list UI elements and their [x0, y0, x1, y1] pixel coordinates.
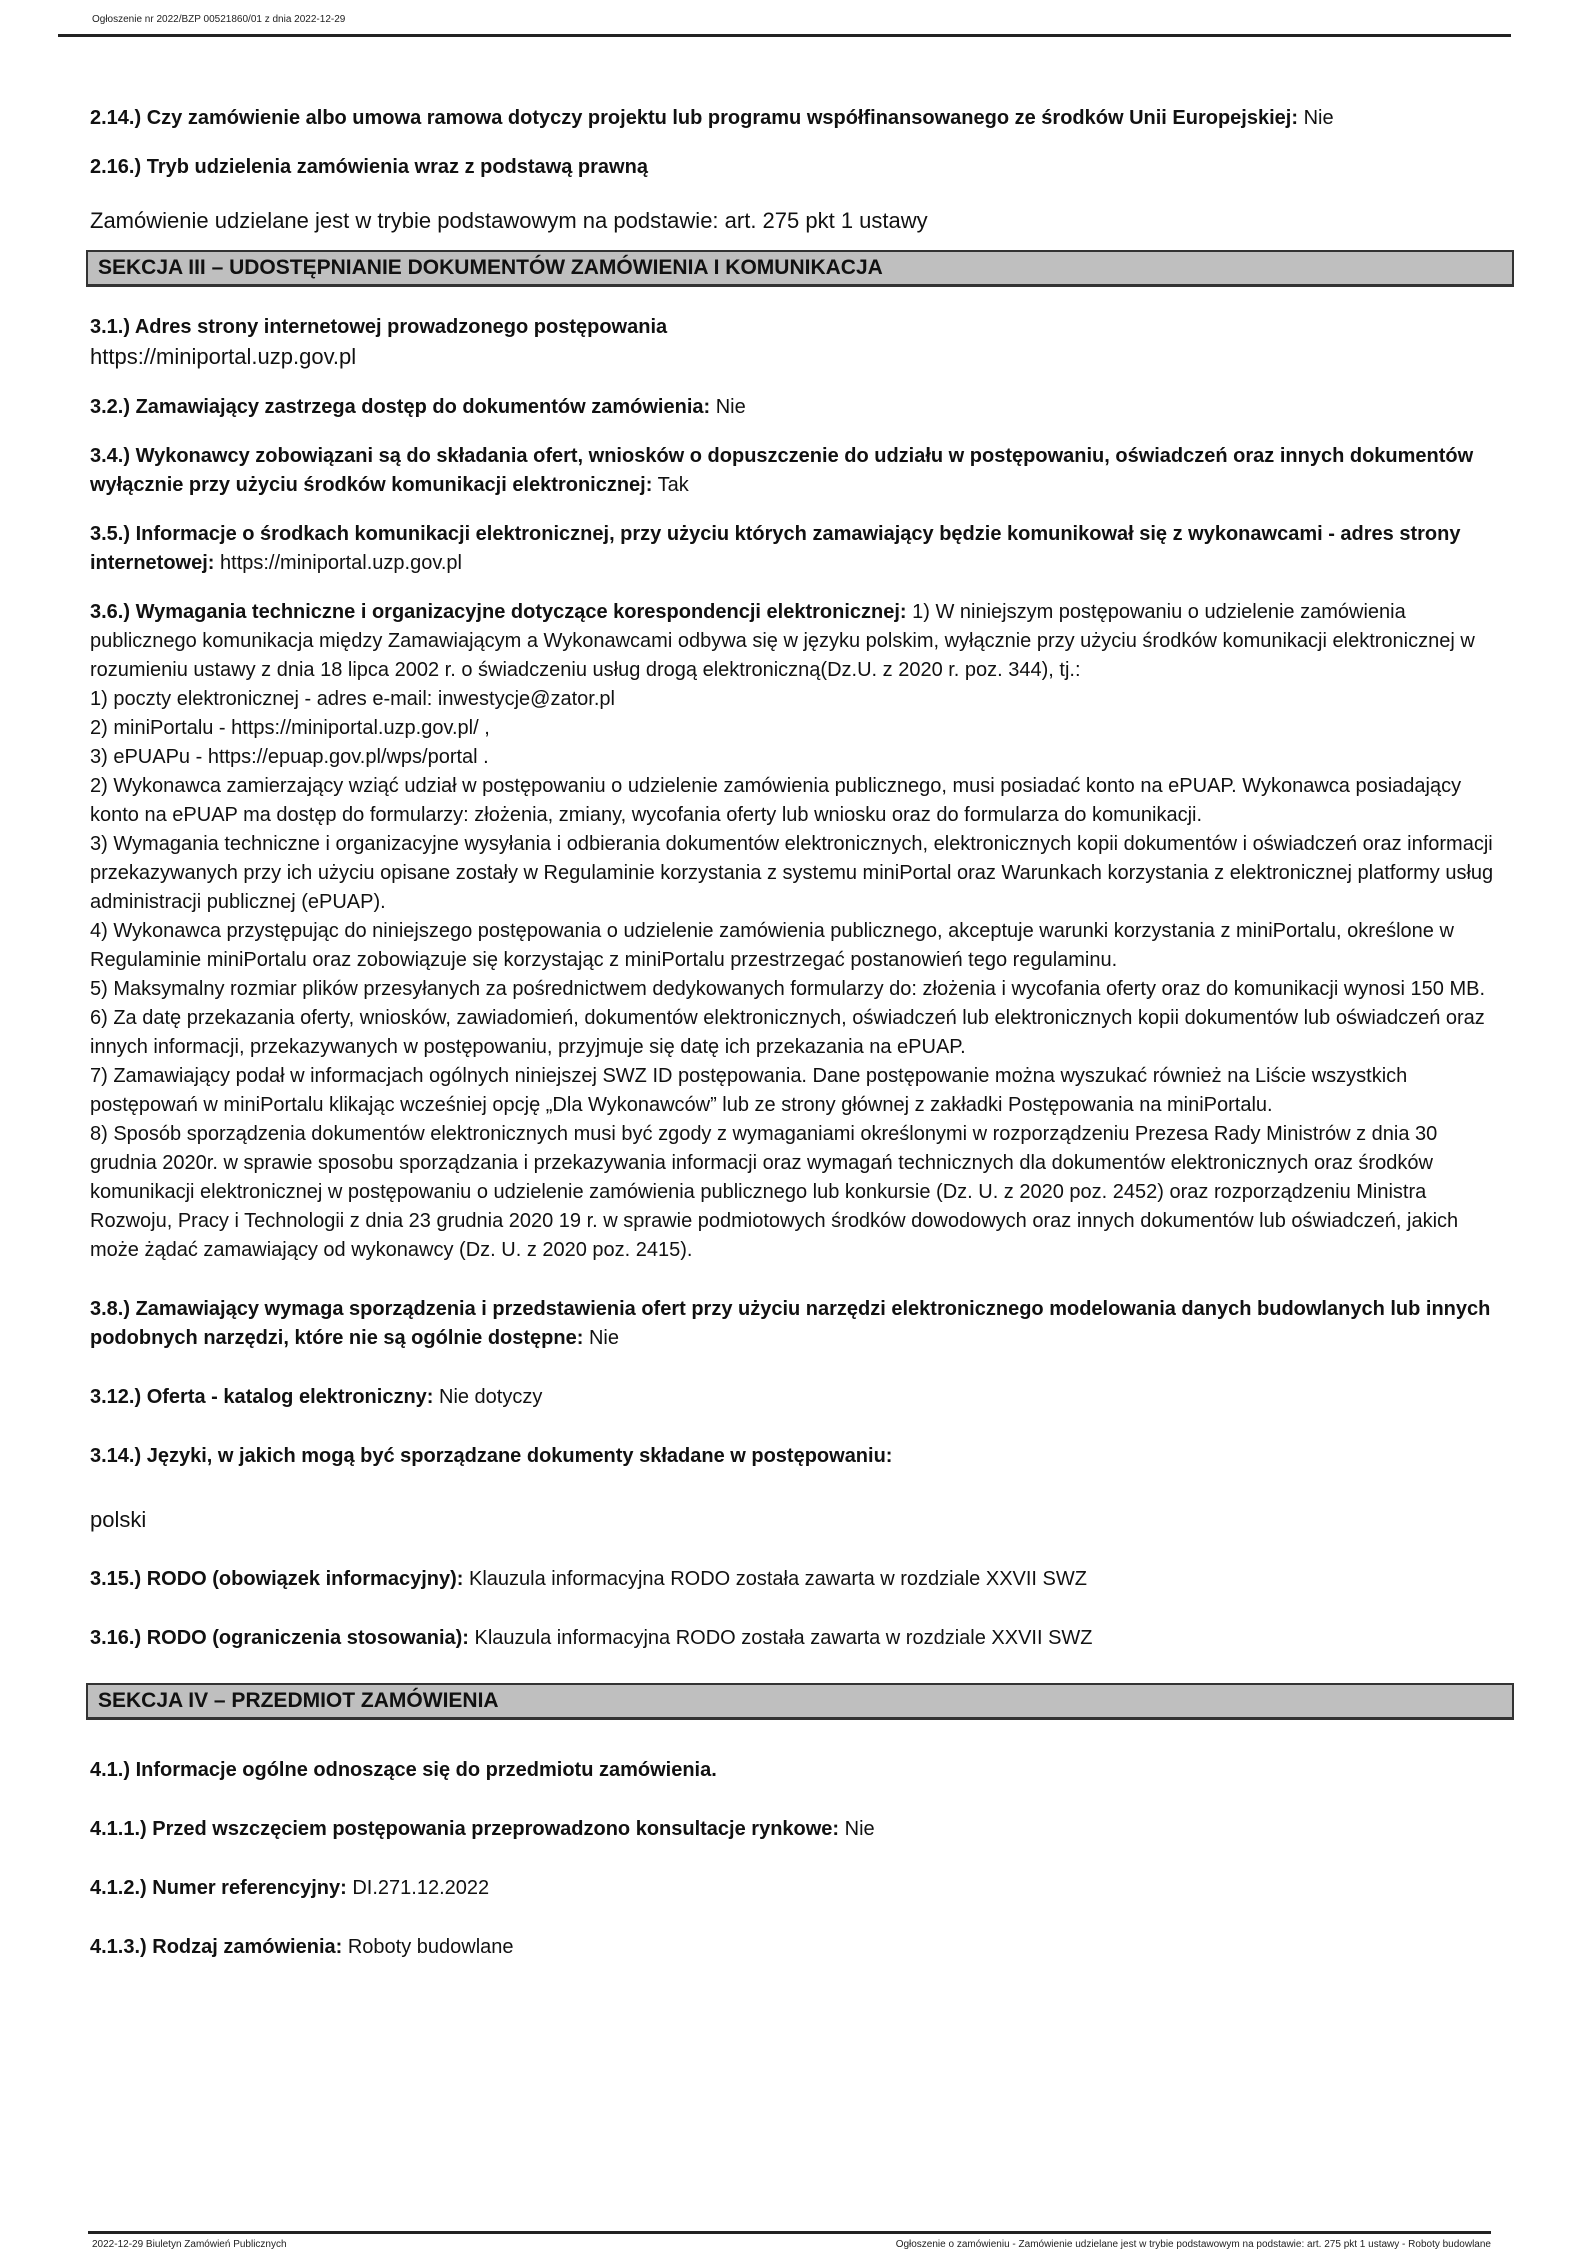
section-title: SEKCJA IV – PRZEDMIOT ZAMÓWIENIA — [98, 1689, 499, 1712]
item-value: Nie — [1298, 107, 1334, 129]
item-label: 3.8.) Zamawiający wymaga sporządzenia i przedstawienia ofert przy użyciu narzędzi elektronicznego modelowania danych budowlanych lub innych podobnych narzędzi, które nie są ogólnie dostępne: — [90, 1298, 1491, 1349]
item-4-1 — [90, 1756, 1506, 1785]
item-3-12 — [90, 1383, 1506, 1412]
item-value: Klauzula informacyjna RODO została zawarta w rozdziale XXVII SWZ — [463, 1568, 1087, 1590]
list-line: 4) Wykonawca przystępując do niniejszego postępowania o udzielenie zamówienia publicznego, akceptuje warunki korzystania z miniPortalu, określone w Regulaminie miniPortalu oraz zobowiązuje się korzystając z miniPortalu przestrzegać postanowień tego regulaminu. — [90, 920, 1454, 971]
item-label: 3.1.) Adres strony internetowej prowadzonego postępowania — [90, 316, 668, 338]
list-line: 1) poczty elektronicznej - adres e-mail: inwestycje@zator.pl — [90, 688, 615, 710]
item-3-15 — [90, 1565, 1506, 1594]
item-3-14-value — [90, 1505, 1506, 1535]
item-3-14 — [90, 1442, 1506, 1471]
item-label: 3.12.) Oferta - katalog elektroniczny: — [90, 1386, 434, 1408]
list-line: 6) Za datę przekazania oferty, wniosków, zawiadomień, dokumentów elektronicznych, oświadczeń lub elektronicznych kopii dokumentów lub oświadczeń oraz innych informacji, przekazywanych w postępowaniu, przyjmuje się datę ich przekazania na ePUAP. — [90, 1007, 1485, 1058]
item-label: 4.1.) Informacje ogólne odnoszące się do przedmiotu zamówienia. — [90, 1759, 717, 1781]
item-value: DI.271.12.2022 — [346, 1877, 490, 1899]
item-label: 2.16.) Tryb udzielenia zamówienia wraz z podstawą prawną — [90, 156, 648, 178]
item-3-6 — [90, 598, 1506, 1265]
list-line: 2) miniPortalu - https://miniportal.uzp.gov.pl/ , — [90, 717, 490, 739]
item-value: Nie — [710, 396, 746, 418]
footer-date-source: 2022-12-29 Biuletyn Zamówień Publicznych — [92, 2239, 287, 2250]
item-2-14 — [90, 104, 1506, 133]
item-label: 4.1.1.) Przed wszczęciem postępowania przeprowadzono konsultacje rynkowe: — [90, 1818, 840, 1840]
item-label: 4.1.2.) Numer referencyjny: — [90, 1877, 347, 1899]
item-3-1 — [90, 313, 1506, 373]
list-line: 3) Wymagania techniczne i organizacyjne wysyłania i odbierania dokumentów elektronicznych, elektronicznych kopii dokumentów i oświadczeń oraz informacji przekazywanych przy ich użyciu opisane zostały w Regulaminie korzystania z systemu miniPortal oraz Warunkach korzystania z elektronicznej platformy usług administracji publicznej (ePUAP). — [90, 833, 1494, 913]
list-line: 2) Wykonawca zamierzający wziąć udział w postępowaniu o udzielenie zamówienia publicznego, musi posiadać konto na ePUAP. Wykonawca posiadający konto na ePUAP ma dostęp do formularzy: złożenia, zmiany, wycofania oferty lub wniosku oraz do formularza do komunikacji. — [90, 775, 1462, 826]
item-3-4 — [90, 442, 1506, 500]
section-header-4 — [86, 1683, 1514, 1720]
item-label: 3.5.) Informacje o środkach komunikacji elektronicznej, przy użyciu których zamawiający będzie komunikował się z wykonawcami - adres strony internetowej: — [90, 523, 1461, 574]
page-header — [58, 0, 1511, 37]
item-4-1-2 — [90, 1874, 1506, 1903]
page-footer — [88, 2231, 1491, 2250]
item-label: 2.14.) Czy zamówienie albo umowa ramowa dotyczy projektu lub programu współfinansowanego ze środków Unii Europejskiej: — [90, 107, 1299, 129]
item-value: Tak — [652, 474, 689, 496]
item-label: 3.6.) Wymagania techniczne i organizacyjne dotyczące korespondencji elektronicznej: — [90, 601, 907, 623]
item-value: polski — [90, 1507, 147, 1532]
item-3-16 — [90, 1624, 1506, 1653]
item-value: Klauzula informacyjna RODO została zawarta w rozdziale XXVII SWZ — [468, 1627, 1093, 1649]
list-line: 3) ePUAPu - https://epuap.gov.pl/wps/portal . — [90, 746, 489, 768]
announcement-number: Ogłoszenie nr 2022/BZP 00521860/01 z dnia 2022-12-29 — [92, 14, 346, 25]
item-4-1-1 — [90, 1815, 1506, 1844]
section-header-3 — [86, 250, 1514, 287]
item-label: 3.2.) Zamawiający zastrzega dostęp do dokumentów zamówienia: — [90, 396, 711, 418]
item-3-5 — [90, 520, 1506, 578]
footer-description: Ogłoszenie o zamówieniu - Zamówienie udzielane jest w trybie podstawowym na podstawie: art. 275 pkt 1 ustawy - Roboty budowlane — [895, 2239, 1491, 2250]
item-value: Nie — [839, 1818, 875, 1840]
item-value: Nie dotyczy — [433, 1386, 543, 1408]
item-3-2 — [90, 393, 1506, 422]
section-title: SEKCJA III – UDOSTĘPNIANIE DOKUMENTÓW ZAMÓWIENIA I KOMUNIKACJA — [98, 256, 883, 279]
item-value: Nie — [583, 1327, 619, 1349]
item-2-16-value — [90, 206, 1506, 236]
document-body — [90, 104, 1506, 1982]
item-label: 3.4.) Wykonawcy zobowiązani są do składania ofert, wniosków o dopuszczenie do udziału w postępowaniu, oświadczeń oraz innych dokumentów wyłącznie przy użyciu środków komunikacji elektronicznej: — [90, 445, 1474, 496]
portal-link[interactable]: https://miniportal.uzp.gov.pl — [214, 552, 462, 574]
item-3-8 — [90, 1295, 1506, 1353]
list-line: 8) Sposób sporządzenia dokumentów elektronicznych musi być zgody z wymaganiami określonymi w rozporządzeniu Prezesa Rady Ministrów z dnia 30 grudnia 2020r. w sprawie sposobu sporządzania i przekazywania informacji oraz wymagań technicznych dla dokumentów elektronicznych oraz środków komunikacji elektronicznej w postępowaniu o udzielenie zamówienia publicznego lub konkursie (Dz. U. z 2020 poz. 2452) oraz rozporządzeniu Ministra Rozwoju, Pracy i Technologii z dnia 23 grudnia 2020 19 r. w sprawie podmiotowych środków dowodowych oraz innych dokumentów lub oświadczeń, jakich może żądać zamawiający od wykonawcy (Dz. U. z 2020 poz. 2415). — [90, 1123, 1459, 1261]
item-4-1-3 — [90, 1933, 1506, 1962]
list-line: 5) Maksymalny rozmiar plików przesyłanych za pośrednictwem dedykowanych formularzy do: złożenia i wycofania oferty oraz do komunikacji wynosi 150 MB. — [90, 978, 1486, 1000]
item-label: 3.14.) Języki, w jakich mogą być sporządzane dokumenty składane w postępowaniu: — [90, 1445, 893, 1467]
item-label: 3.15.) RODO (obowiązek informacyjny): — [90, 1568, 464, 1590]
item-2-16 — [90, 153, 1506, 182]
list-line: 7) Zamawiający podał w informacjach ogólnych niniejszej SWZ ID postępowania. Dane postępowanie można wyszukać również na Liście wszystkich postępowań w miniPortalu klikając wcześniej opcję „Dla Wykonawców” lub ze strony głównej z zakładki Postępowania na miniPortalu. — [90, 1065, 1408, 1116]
item-label: 4.1.3.) Rodzaj zamówienia: — [90, 1936, 343, 1958]
item-value: Roboty budowlane — [342, 1936, 514, 1958]
portal-link[interactable]: https://miniportal.uzp.gov.pl — [90, 344, 357, 369]
item-value: Zamówienie udzielane jest w trybie podstawowym na podstawie: art. 275 pkt 1 ustawy — [90, 208, 928, 233]
item-intro: 1) W niniejszym postępowaniu o udzielenie zamówienia publicznego komunikacja między Zamawiającym a Wykonawcami odbywa się w języku polskim, wyłącznie przy użyciu środków komunikacji elektronicznej w rozumieniu ustawy z dnia 18 lipca 2002 r. o świadczeniu usług drogą elektroniczną(Dz.U. z 2020 r. poz. 344), tj.: — [90, 601, 1475, 681]
item-label: 3.16.) RODO (ograniczenia stosowania): — [90, 1627, 469, 1649]
